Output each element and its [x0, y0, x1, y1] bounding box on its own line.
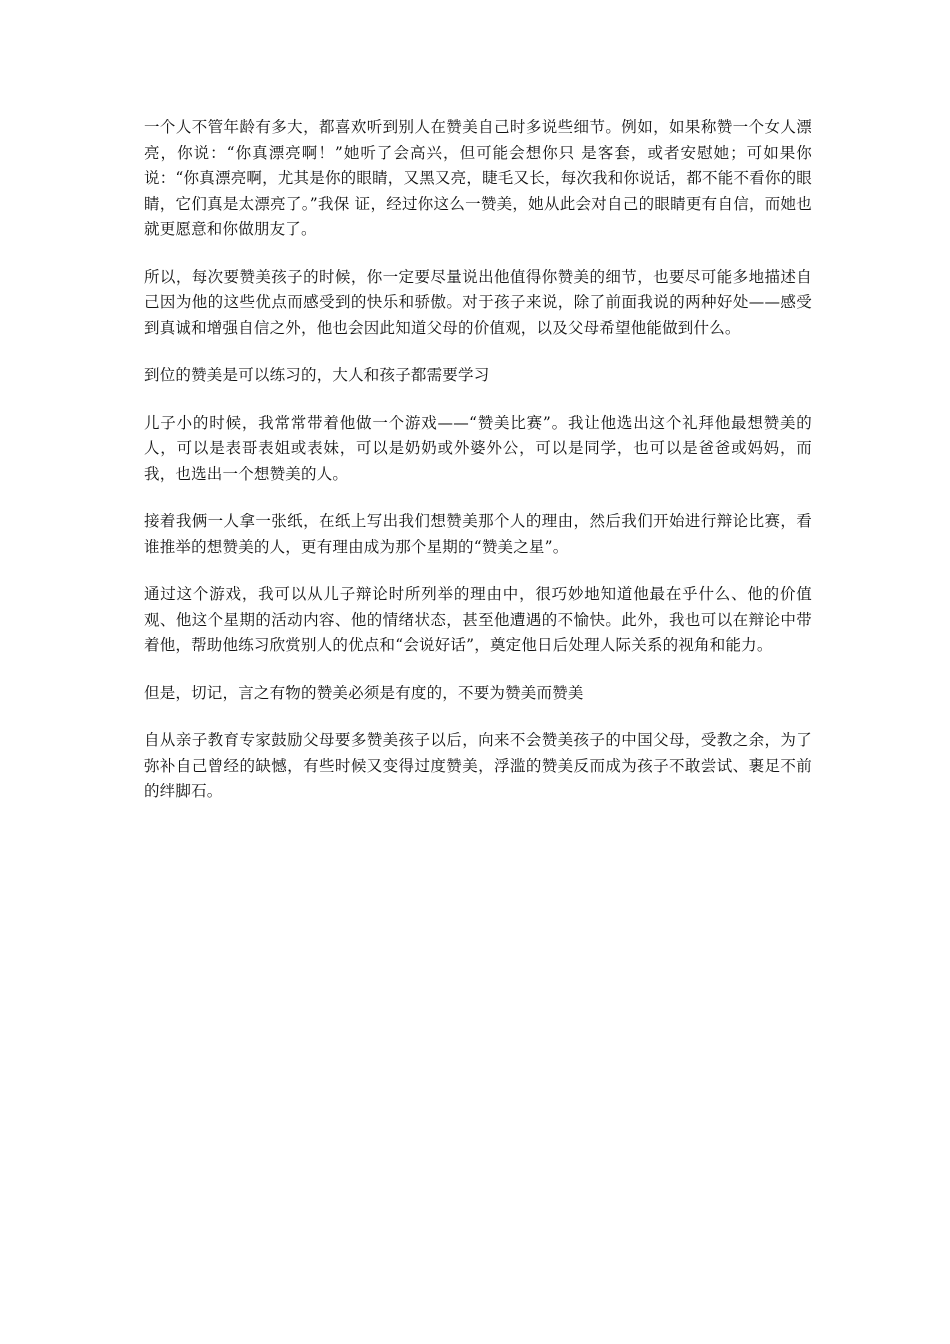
section-heading-practice: 到位的赞美是可以练习的，大人和孩子都需要学习: [144, 366, 490, 384]
paragraph-3: 儿子小的时候，我常常带着他做一个游戏——“赞美比赛”。我让他选出这个礼拜他最想赞美的人，可以是表哥表姐或表妹，可以是奶奶或外婆外公，可以是同学，也可以是爸爸或妈妈，而我，也选出一个想赞美的人。: [144, 413, 812, 483]
paragraph-5: 通过这个游戏，我可以从儿子辩论时所列举的理由中，很巧妙地知道他最在乎什么、他的价值观、他这个星期的活动内容、他的情绪状态，甚至他遭遇的不愉快。此外，我也可以在辩论中带着他，帮助他练习欣赏别人的优点和“会说好话”，奠定他日后处理人际关系的视角和能力。: [144, 585, 812, 654]
paragraph-1: 一个人不管年龄有多大，都喜欢听到别人在赞美自己时多说些细节。例如，如果称赞一个女人漂亮，你说：“你真漂亮啊！”她听了会高兴，但可能会想你只 是客套，或者安慰她；可如果你说：“你真漂亮啊，尤其是你的眼睛，又黑又亮，睫毛又长，每次我和你说话，都不能不看你的眼睛，它们真是太漂亮了。”我保 证，经过你这么一赞美，她从此会对自己的眼睛更有自信，而她也就更愿意和你做朋友了。: [144, 118, 812, 238]
paragraph-4: 接着我俩一人拿一张纸，在纸上写出我们想赞美那个人的理由，然后我们开始进行辩论比赛，看谁推举的想赞美的人，更有理由成为那个星期的“赞美之星”。: [144, 512, 812, 556]
document-body: [144, 115, 812, 827]
section-heading-moderation: 但是，切记，言之有物的赞美必须是有度的，不要为赞美而赞美: [144, 683, 584, 702]
paragraph-6: 自从亲子教育专家鼓励父母要多赞美孩子以后，向来不会赞美孩子的中国父母，受教之余，为了弥补自己曾经的缺憾，有些时候又变得过度赞美，浮滥的赞美反而成为孩子不敢尝试、裹足不前的绊脚石。: [144, 731, 812, 800]
paragraph-2: 所以，每次要赞美孩子的时候，你一定要尽量说出他值得你赞美的细节，也要尽可能多地描述自己因为他的这些优点而感受到的快乐和骄傲。对于孩子来说，除了前面我说的两种好处——感受到真诚和增强自信之外，他也会因此知道父母的价值观，以及父母希望他能做到什么。: [144, 267, 812, 337]
